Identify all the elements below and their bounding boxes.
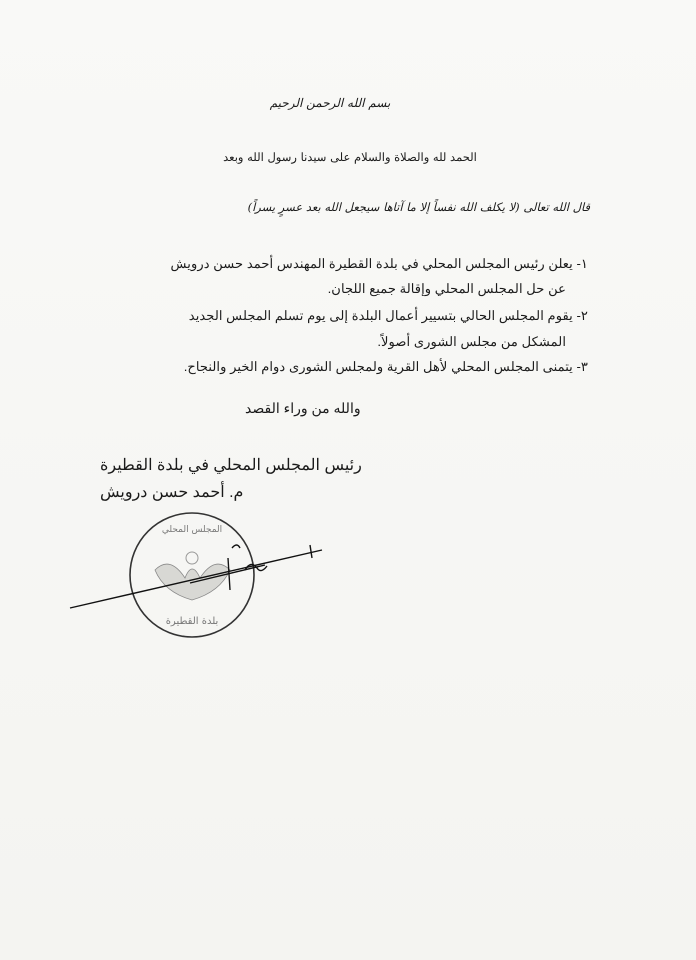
svg-text:المجلس المحلي: المجلس المحلي bbox=[161, 525, 223, 535]
item-2: ٢- يقوم المجلس الحالي بتسيير أعمال البلدة إلى يوم تسلم المجلس الجديد bbox=[188, 308, 588, 323]
official-stamp-and-signature bbox=[60, 500, 340, 650]
signatory-name: م. أحمد حسن درويش bbox=[100, 484, 244, 501]
opening-praise: الحمد لله والصلاة والسلام على سيدنا رسول الله وبعد bbox=[223, 150, 477, 164]
item-2-continuation: المشكل من مجلس الشورى أصولاً. bbox=[377, 334, 566, 349]
closing-phrase: والله من وراء القصد bbox=[245, 400, 361, 416]
item-3: ٣- يتمنى المجلس المحلي لأهل القرية ولمجلس الشورى دوام الخير والنجاح. bbox=[183, 359, 588, 374]
seal-stamp bbox=[130, 513, 254, 637]
quranic-verse: قال الله تعالى (لا يكلف الله نفساً إلا ما آتاها سيجعل الله بعد عسرٍ يسراً) bbox=[247, 200, 590, 214]
signatory-title: رئيس المجلس المحلي في بلدة القطيرة bbox=[100, 457, 362, 474]
item-1: ١- يعلن رئيس المجلس المحلي في بلدة القطيرة المهندس أحمد حسن درويش bbox=[170, 256, 588, 271]
basmala: بسم الله الرحمن الرحيم bbox=[269, 96, 391, 110]
item-1-continuation: عن حل المجلس المحلي وإقالة جميع اللجان. bbox=[327, 281, 566, 296]
svg-text:بلدة القطيرة: بلدة القطيرة bbox=[165, 616, 219, 627]
